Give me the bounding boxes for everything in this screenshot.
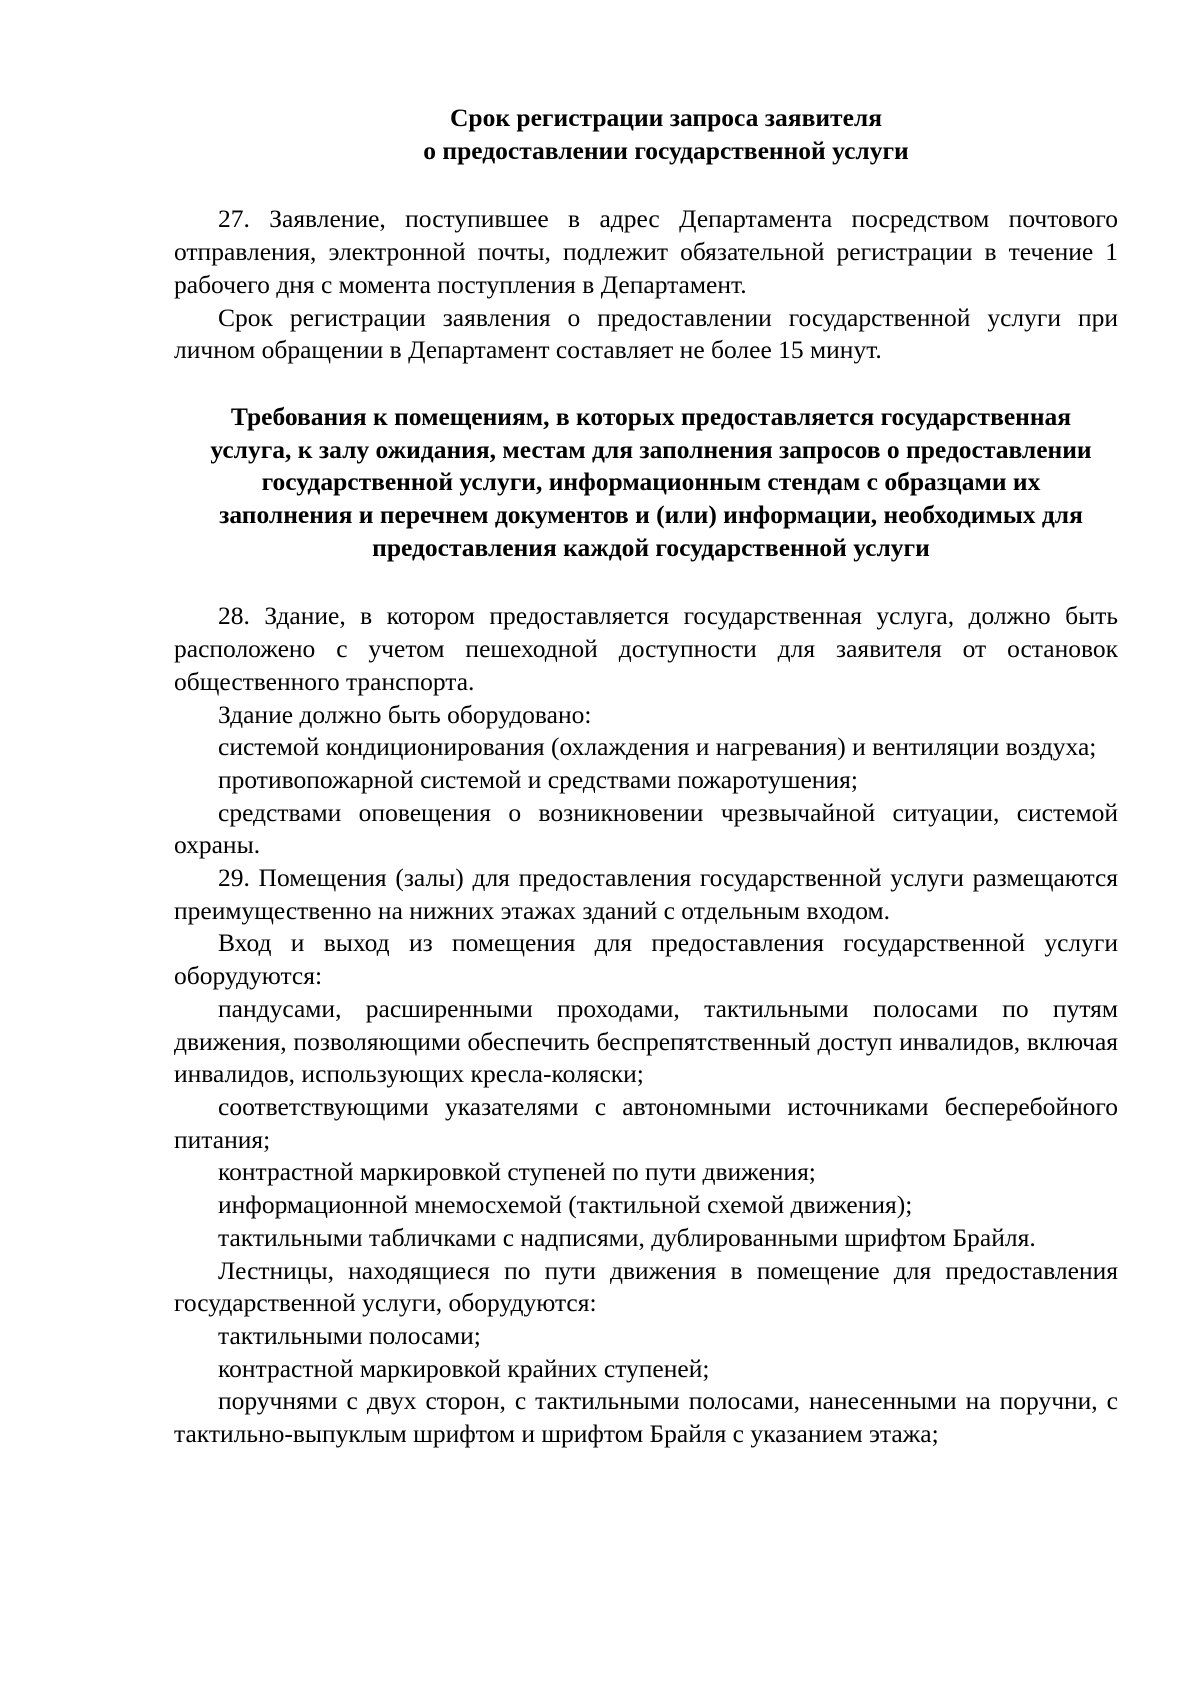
paragraph-29: 29. Помещения (залы) для предоставления государственной услуги размещаются преимущественно на нижних этажах зданий с отдельным входом. bbox=[174, 863, 1118, 925]
section-heading-premises-requirements bbox=[174, 401, 1118, 565]
list-item: соответствующими указателями с автономными источниками бесперебойного питания; bbox=[174, 1091, 1118, 1154]
paragraph-27: 27. Заявление, поступившее в адрес Департамента посредством почтового отправления, электронной почты, подлежит обязательной регистрации в течение 1 рабочего дня с момента поступления в Департамент. bbox=[174, 204, 1118, 299]
heading-line: услуга, к залу ожидания, местам для заполнения запросов о предоставлении bbox=[210, 434, 1092, 464]
document-page bbox=[174, 102, 1118, 1451]
list-item: информационной мнемосхемой (тактильной схемой движения); bbox=[218, 1190, 913, 1220]
list-item: средствами оповещения о возникновении чрезвычайной ситуации, системой охраны. bbox=[174, 797, 1118, 860]
section-registration-term bbox=[174, 203, 1118, 367]
list-item: тактильными табличками с надписями, дублированными шрифтом Брайля. bbox=[218, 1222, 1036, 1252]
list-item: пандусами, расширенными проходами, тактильными полосами по путям движения, позволяющими обеспечить беспрепятственный доступ инвалидов, включая инвалидов, использующих кресла-коляски; bbox=[174, 993, 1118, 1089]
section-premises-requirements bbox=[174, 600, 1118, 1450]
list-item: тактильными полосами; bbox=[218, 1320, 481, 1350]
paragraph: Здание должно быть оборудовано: bbox=[218, 699, 592, 729]
section-heading-registration-term bbox=[174, 102, 1118, 167]
heading-line: предоставления каждой государственной услуги bbox=[372, 532, 930, 562]
heading-line: Требования к помещениям, в которых предоставляется государственная bbox=[230, 401, 1072, 431]
paragraph-28: 28. Здание, в котором предоставляется государственная услуга, должно быть расположено с учетом пешеходной доступности для заявителя от остановок общественного транспорта. bbox=[174, 601, 1118, 696]
list-item: поручнями с двух сторон, с тактильными полосами, нанесенными на поручни, с тактильно-выпуклым шрифтом и шрифтом Брайля с указанием этажа; bbox=[174, 1386, 1118, 1449]
paragraph: Лестницы, находящиеся по пути движения в помещение для предоставления государственной услуги, оборудуются: bbox=[174, 1255, 1118, 1318]
list-item: противопожарной системой и средствами пожаротушения; bbox=[218, 764, 858, 794]
heading-line: о предоставлении государственной услуги bbox=[423, 135, 909, 165]
heading-line: заполнения и перечнем документов и (или) информации, необходимых для bbox=[219, 500, 1083, 530]
list-item: системой кондиционирования (охлаждения и нагревания) и вентиляции воздуха; bbox=[218, 732, 1097, 762]
list-item: контрастной маркировкой ступеней по пути движения; bbox=[218, 1157, 816, 1187]
list-item: контрастной маркировкой крайних ступеней; bbox=[218, 1353, 710, 1383]
paragraph: Вход и выход из помещения для предоставления государственной услуги оборудуются: bbox=[174, 928, 1118, 991]
heading-line: Срок регистрации запроса заявителя bbox=[450, 103, 882, 132]
paragraph: Срок регистрации заявления о предоставлении государственной услуги при личном обращении в Департамент составляет не более 15 минут. bbox=[174, 302, 1118, 365]
heading-line: государственной услуги, информационным стендам с образцами их bbox=[261, 467, 1041, 497]
